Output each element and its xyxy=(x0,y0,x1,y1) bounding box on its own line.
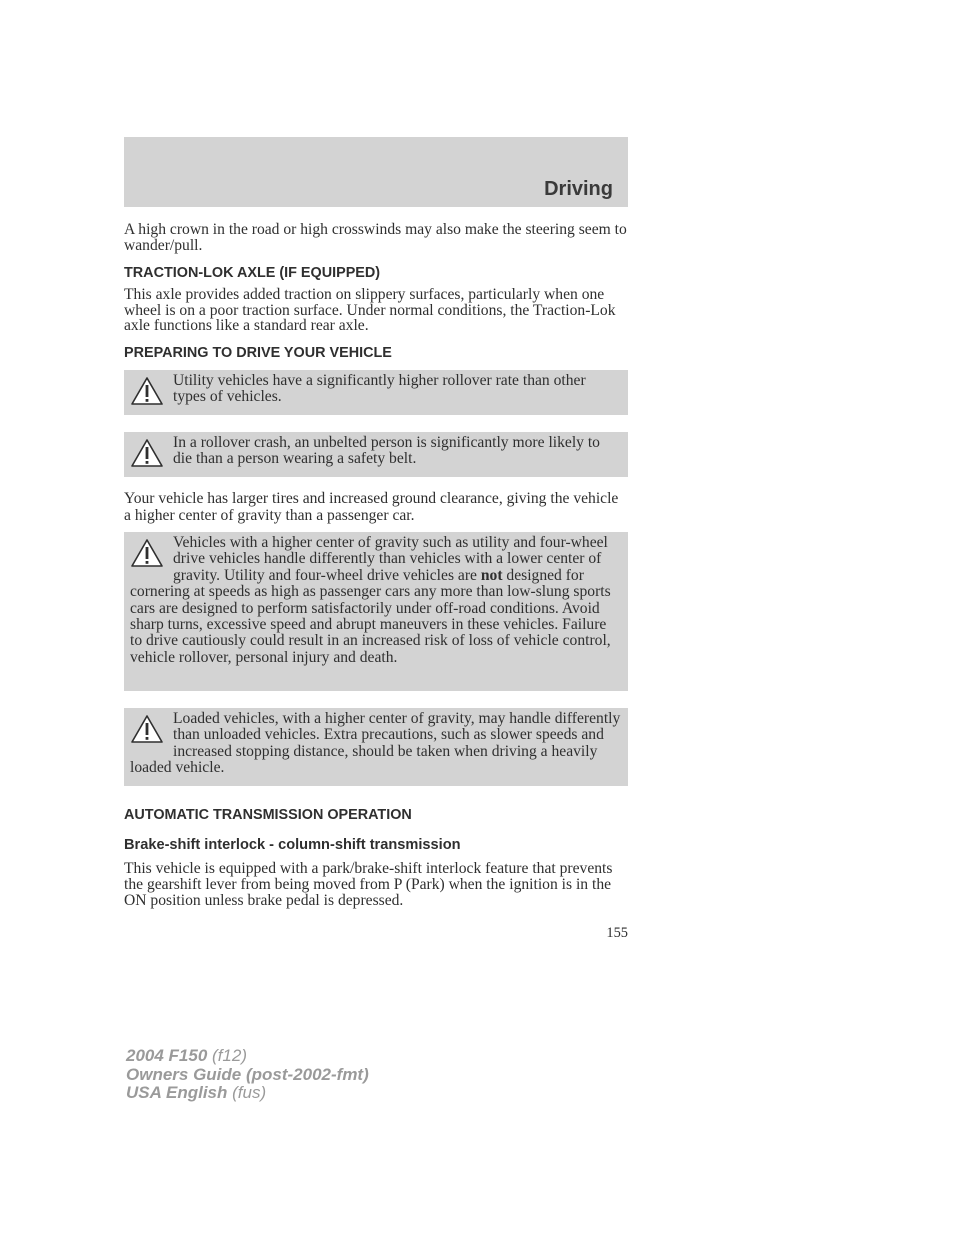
brake-shift-paragraph: This vehicle is equipped with a park/brake-shift interlock feature that prevents the gearshift lever from being moved from P (Park) when the ignition is in the ON position unless brake pedal is depressed. xyxy=(124,860,613,910)
traction-lok-paragraph: This axle provides added traction on slippery surfaces, particularly when one wheel is on a poor traction surface. Under normal conditions, the Traction-Lok axle functions like a standard rear axle. xyxy=(124,286,616,334)
section-title: Driving xyxy=(544,178,613,200)
page-number: 155 xyxy=(606,925,628,941)
warning-triangle-icon xyxy=(130,714,164,744)
warning-text: In a rollover crash, an unbelted person is significantly more likely to die than a person wearing a safety belt. xyxy=(173,434,600,468)
warning-box-center-of-gravity xyxy=(124,532,628,691)
footer-language-code: (fus) xyxy=(232,1083,267,1102)
footer-model: 2004 F150 xyxy=(126,1046,208,1065)
brake-shift-subheading: Brake-shift interlock - column-shift transmission xyxy=(124,837,461,853)
warning-triangle-icon xyxy=(130,376,164,406)
footer-model-line xyxy=(126,1047,369,1066)
footer-guide: Owners Guide (post-2002-fmt) xyxy=(126,1064,369,1084)
warning-text-start: Vehicles with a higher center of gravity such as utility and four-wheel drive vehicles handle differently than vehicles with a lower center of gravity. Utility and four-wheel drive vehicles are xyxy=(173,534,608,584)
document-footer xyxy=(126,1047,369,1103)
footer-language-line xyxy=(126,1084,369,1103)
traction-lok-heading: TRACTION-LOK AXLE (IF EQUIPPED) xyxy=(124,265,381,281)
warning-triangle-icon xyxy=(130,438,164,468)
footer-model-code: (f12) xyxy=(212,1046,247,1065)
warning-text-emphasis: not xyxy=(480,566,503,584)
transmission-heading: AUTOMATIC TRANSMISSION OPERATION xyxy=(124,807,412,823)
warning-text: Utility vehicles have a significantly higher rollover rate than other types of vehicles. xyxy=(173,372,586,406)
warning-box-unbelted xyxy=(124,432,628,477)
footer-language: USA English xyxy=(126,1083,228,1102)
footer-guide-line xyxy=(126,1066,369,1085)
section-header-band xyxy=(124,137,628,207)
warning-box-rollover-rate xyxy=(124,370,628,415)
tires-paragraph: Your vehicle has larger tires and increased ground clearance, giving the vehicle a higher center of gravity than a passenger car. xyxy=(124,490,619,524)
warning-triangle-icon xyxy=(130,538,164,568)
warning-text: Loaded vehicles, with a higher center of gravity, may handle differently than unloaded vehicles. Extra precautions, such as slower speeds and increased stopping distance, should be taken when driving a heavily loaded vehicle. xyxy=(130,710,621,777)
warning-text-end: designed for cornering at speeds as high as passenger cars any more than low-slung sports cars are designed to perform satisfactorily under off-road conditions. Avoid sharp turns, excessive speed and abrupt maneuvers in these vehicles. Failure to drive cautiously could result in an increased risk of loss of vehicle control, vehicle rollover, personal injury and death. xyxy=(130,566,611,666)
intro-paragraph: A high crown in the road or high crosswinds may also make the steering seem to wander/pull. xyxy=(124,221,627,254)
preparing-heading: PREPARING TO DRIVE YOUR VEHICLE xyxy=(124,345,392,361)
warning-box-loaded-vehicles xyxy=(124,708,628,786)
